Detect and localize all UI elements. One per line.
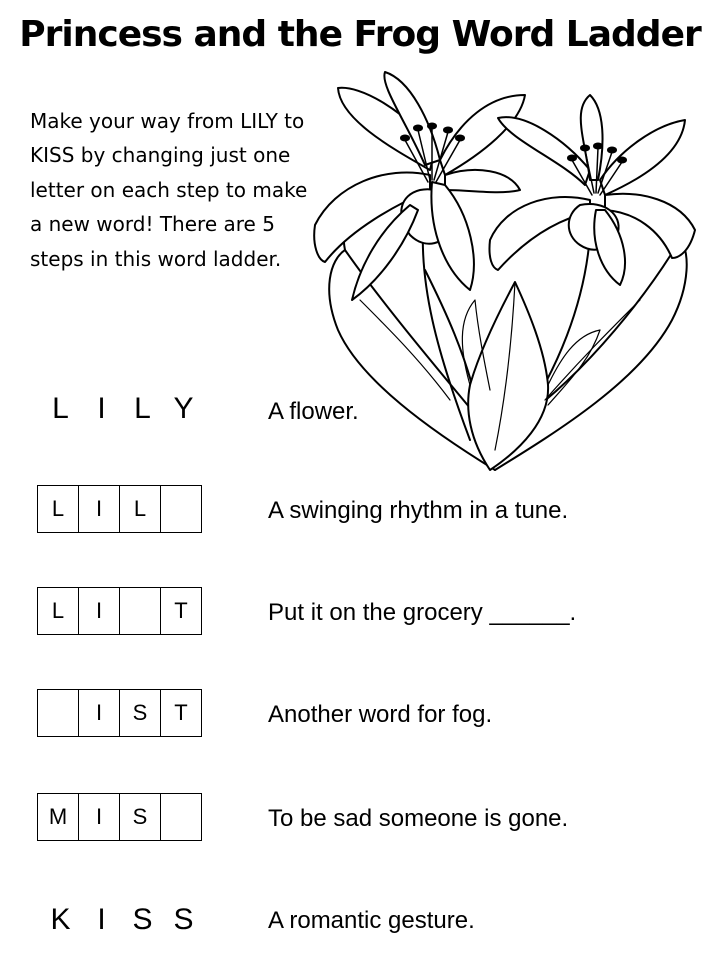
start-word xyxy=(40,392,204,426)
letter-box[interactable]: S xyxy=(120,793,161,841)
letter-boxes xyxy=(37,587,202,635)
letter-box[interactable] xyxy=(161,485,202,533)
letter-box[interactable] xyxy=(38,689,79,737)
letter-box[interactable]: T xyxy=(161,587,202,635)
clue-text: Another word for fog. xyxy=(268,701,493,728)
letter-box[interactable]: I xyxy=(79,793,120,841)
clue-text: A romantic gesture. xyxy=(268,907,475,934)
letter-box[interactable]: L xyxy=(38,587,79,635)
letter-box[interactable]: T xyxy=(161,689,202,737)
letter-box[interactable]: I xyxy=(79,485,120,533)
clue-text: Put it on the grocery ______. xyxy=(268,599,577,626)
letter-box[interactable]: I xyxy=(79,587,120,635)
letter: K xyxy=(50,903,71,936)
end-word xyxy=(40,903,204,937)
letter: S xyxy=(132,903,153,936)
clue-text: To be sad someone is gone. xyxy=(268,805,569,832)
letter: Y xyxy=(173,392,194,425)
clue-text: A swinging rhythm in a tune. xyxy=(268,497,569,524)
clue-text: A flower. xyxy=(268,398,359,425)
letter-box[interactable]: I xyxy=(79,689,120,737)
letter-boxes xyxy=(37,689,202,737)
letter: S xyxy=(173,903,194,936)
letter: I xyxy=(97,392,106,425)
letter-boxes xyxy=(37,485,202,533)
letter: I xyxy=(97,903,106,936)
page-title: Princess and the Frog Word Ladder xyxy=(19,14,701,55)
letter-box[interactable]: L xyxy=(120,485,161,533)
letter-box[interactable]: M xyxy=(38,793,79,841)
letter-box[interactable] xyxy=(120,587,161,635)
letter: L xyxy=(134,392,151,425)
letter-box[interactable]: S xyxy=(120,689,161,737)
letter-box[interactable] xyxy=(161,793,202,841)
lily-flower-illustration xyxy=(300,68,720,480)
letter-box[interactable]: L xyxy=(38,485,79,533)
letter: L xyxy=(52,392,69,425)
instructions-text: Make your way from LILY to KISS by changing just one letter on each step to make a new word! There are 5 steps in this word ladder. xyxy=(30,109,308,271)
letter-boxes xyxy=(37,793,202,841)
